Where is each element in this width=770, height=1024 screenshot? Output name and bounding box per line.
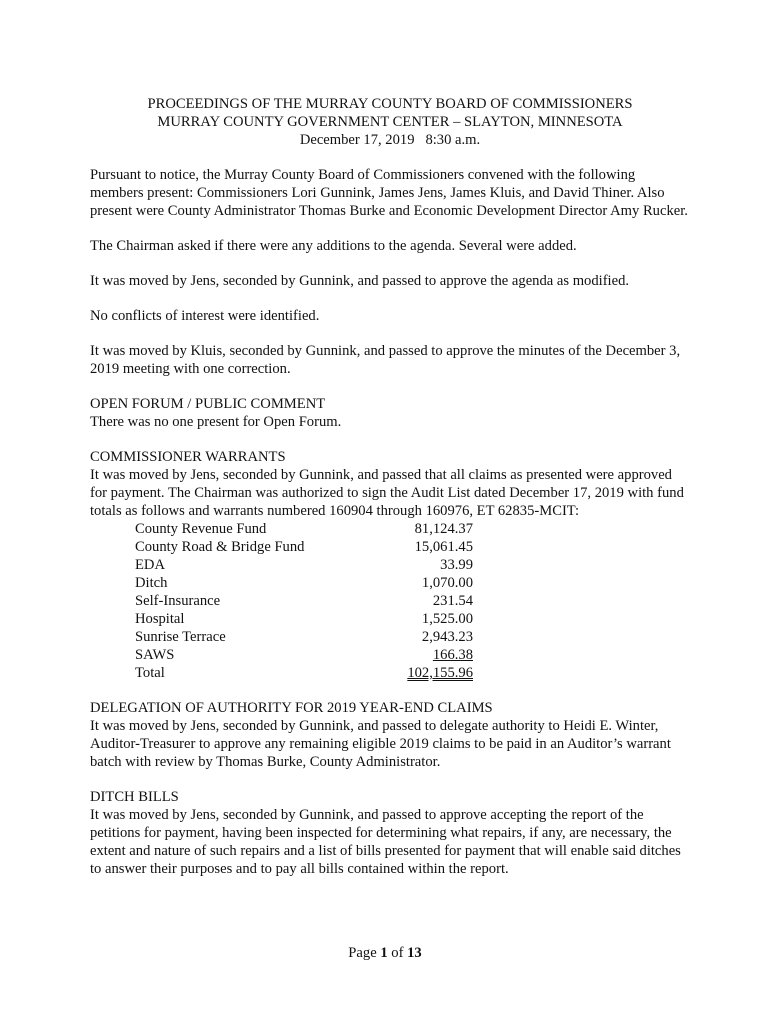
fund-amount: 231.54 <box>432 593 473 609</box>
fund-row <box>135 520 473 538</box>
delegation-text: It was moved by Jens, seconded by Gunnink, and passed to delegate authority to Heidi E. Winter, Auditor-Treasurer to approve any remaining eligible 2019 claims to be paid in an Auditor’s warrant batch with review by Thomas Burke, County Administrator. <box>90 718 671 770</box>
fund-name: Self-Insurance <box>135 593 221 609</box>
agenda-motion-paragraph: It was moved by Jens, seconded by Gunnink, and passed to approve the agenda as modified. <box>90 273 630 289</box>
fund-row <box>135 556 473 574</box>
fund-row <box>135 628 473 646</box>
fund-amount: 81,124.37 <box>414 521 473 537</box>
fund-name: County Revenue Fund <box>135 521 267 537</box>
page-footer <box>0 944 770 962</box>
fund-total-amount: 102,155.96 <box>407 665 473 681</box>
fund-row <box>135 610 473 628</box>
fund-row <box>135 538 473 556</box>
page-word: Page <box>348 945 377 961</box>
fund-amount: 2,943.23 <box>421 629 473 645</box>
minutes-motion-paragraph: It was moved by Kluis, seconded by Gunnink, and passed to approve the minutes of the December 3, 2019 meeting with one correction. <box>90 343 681 377</box>
warrants-text: It was moved by Jens, seconded by Gunnink, and passed that all claims as presented were approved for payment. The Chairman was authorized to sign the Audit List dated December 17, 2019 with fund totals as follows and warrants numbered 160904 through 160976, ET 62835-MCIT: <box>90 467 684 519</box>
total-pages: 13 <box>407 945 422 961</box>
fund-name: SAWS <box>135 647 175 663</box>
document-body <box>90 95 690 878</box>
warrants-heading: COMMISSIONER WARRANTS <box>90 449 286 465</box>
fund-amount-cell <box>398 646 473 664</box>
ditch-bills-text: It was moved by Jens, seconded by Gunnink, and passed to approve accepting the report of the petitions for payment, having been inspected for determining what repairs, if any, are necessary, the extent and nature of such repairs and a list of bills presented for payment that will enable said ditches to answer their purposes and to pay all bills contained within the report. <box>90 807 681 877</box>
fund-amount: 166.38 <box>432 647 473 663</box>
open-forum-text: There was no one present for Open Forum. <box>90 414 342 430</box>
conflicts-paragraph: No conflicts of interest were identified. <box>90 308 320 324</box>
agenda-additions-paragraph: The Chairman asked if there were any additions to the agenda. Several were added. <box>90 238 577 254</box>
intro-paragraph: Pursuant to notice, the Murray County Board of Commissioners convened with the following members present: Commissioners Lori Gunnink, James Jens, James Kluis, and David Thiner. Also present were County Administrator Thomas Burke and Economic Development Director Amy Rucker. <box>90 167 688 219</box>
fund-row <box>135 592 473 610</box>
ditch-bills-heading: DITCH BILLS <box>90 789 179 805</box>
fund-totals-table <box>135 520 473 682</box>
fund-name: Sunrise Terrace <box>135 629 226 645</box>
fund-amount: 1,525.00 <box>421 611 473 627</box>
open-forum-heading: OPEN FORUM / PUBLIC COMMENT <box>90 396 326 412</box>
fund-row <box>135 646 473 664</box>
fund-name: Ditch <box>135 575 168 591</box>
page-number: 1 <box>380 945 388 961</box>
fund-amount: 1,070.00 <box>421 575 473 591</box>
fund-amount: 15,061.45 <box>414 539 473 555</box>
meeting-date: December 17, 2019 8:30 a.m. <box>299 132 481 148</box>
fund-total-cell <box>398 664 473 682</box>
fund-amount: 33.99 <box>440 557 473 573</box>
fund-total-row <box>135 664 473 682</box>
fund-total-label: Total <box>135 665 165 681</box>
fund-name: County Road & Bridge Fund <box>135 539 305 555</box>
fund-name: EDA <box>135 557 165 573</box>
delegation-heading: DELEGATION OF AUTHORITY FOR 2019 YEAR-END CLAIMS <box>90 700 493 716</box>
fund-name: Hospital <box>135 611 185 627</box>
title-line-1: PROCEEDINGS OF THE MURRAY COUNTY BOARD OF COMMISSIONERS <box>147 96 633 112</box>
fund-row <box>135 574 473 592</box>
title-line-2: MURRAY COUNTY GOVERNMENT CENTER – SLAYTON, MINNESOTA <box>157 114 623 130</box>
of-word: of <box>391 945 404 961</box>
